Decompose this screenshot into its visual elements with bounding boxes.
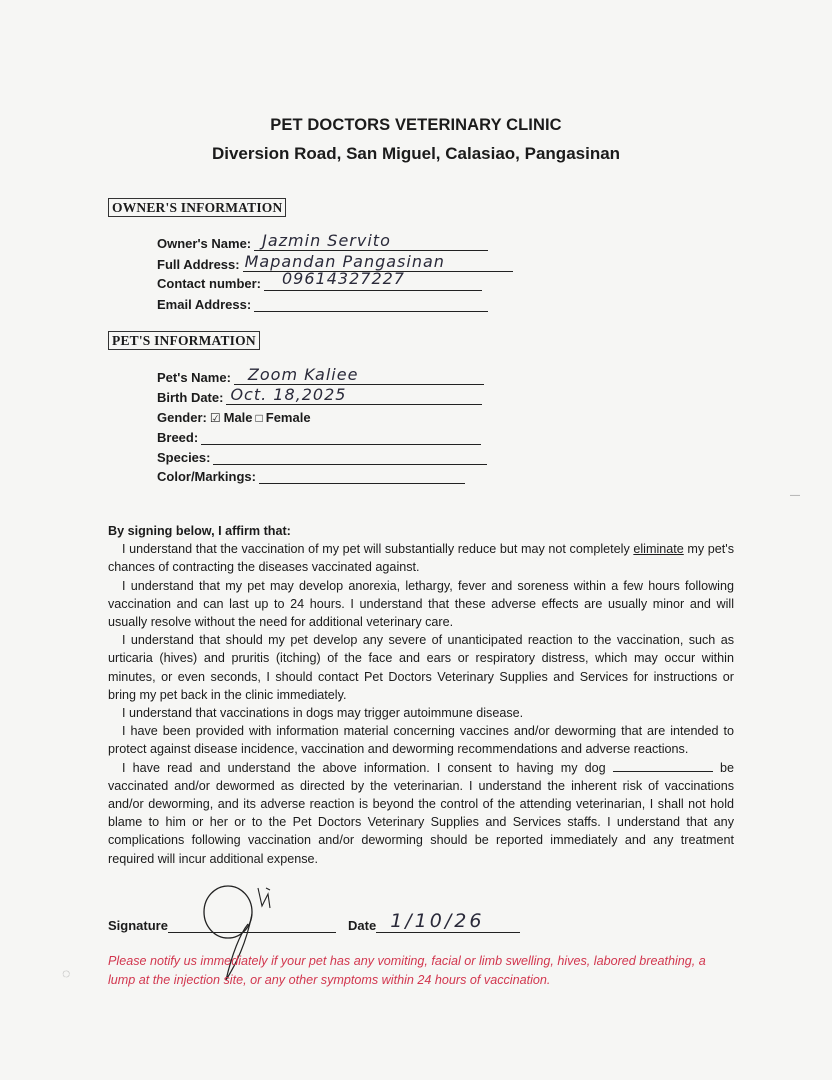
birth-date-field[interactable] [157,385,482,405]
breed-field[interactable] [157,430,481,445]
full-address-label: Full Address: [157,257,240,272]
consent-p6-text-b: be vaccinated and/or dewormed as directed by the veterinarian. I understand the inherent risk of vaccinations and/or deworming, and its adverse reaction is beyond the control of the attending veterinarian, I shall not hold blame to him or her or to the Pet Doctors Veterinary Supplies and Services staffs. I understand that any complications following vaccination and/or deworming should be reported immediately and any treatment required will incur additional expense. [108,760,734,866]
consent-paragraph-1 [108,540,734,576]
species-field[interactable] [157,450,487,465]
pet-name-label: Pet's Name: [157,370,231,385]
contact-number-line[interactable] [264,269,482,291]
date-label: Date [348,918,377,933]
pet-section-heading: PET'S INFORMATION [108,331,260,350]
birth-date-line[interactable] [226,385,482,405]
consent-p1-text-a: I understand that the vaccination of my pet will substantially reduce but may not completely [122,542,634,557]
gender-label: Gender: [157,410,207,425]
full-address-value: Mapandan Pangasinan [244,252,445,271]
date-field[interactable] [348,910,520,933]
pet-name-field[interactable] [157,365,484,385]
email-field[interactable] [157,297,488,312]
email-label: Email Address: [157,297,252,312]
clinic-name: PET DOCTORS VETERINARY CLINIC [270,116,562,134]
consent-lead: By signing below, I affirm that: [108,524,291,538]
date-value: 1/10/26 [390,910,485,932]
scan-speck: — [790,490,800,501]
dog-name-blank[interactable] [613,759,713,772]
consent-paragraph-5: I have been provided with information material concerning vaccines and/or deworming that are intended to protect against disease incidence, vaccination and deworming recommendations and adverse reactions. [108,724,734,757]
female-option-label: Female [265,410,311,425]
owner-name-line[interactable] [254,231,488,251]
contact-number-field[interactable] [157,269,482,291]
gender-field [157,410,311,425]
contact-number-label: Contact number: [157,276,261,291]
species-line[interactable] [213,450,487,465]
clinic-address: Diversion Road, San Miguel, Calasiao, Pangasinan [211,144,621,163]
owner-section-heading: OWNER'S INFORMATION [108,198,286,217]
breed-label: Breed: [157,430,199,445]
signature-field[interactable] [108,918,336,933]
female-checkbox-icon[interactable]: □ [255,411,263,425]
color-markings-field[interactable] [157,469,465,484]
owner-name-field[interactable] [157,231,488,251]
consent-p6-text-a: I have read and understand the above information. I consent to having my dog [122,760,613,775]
consent-p1-underlined: eliminate [633,542,684,557]
male-option-label: Male [223,410,253,425]
email-line[interactable] [254,297,488,312]
consent-paragraph-6 [108,759,734,868]
owner-name-value: Jazmin Servito [262,231,391,250]
owner-name-label: Owner's Name: [157,236,252,251]
consent-paragraph-2: I understand that my pet may develop anorexia, lethargy, fever and soreness within a few hours following vaccination and can last up to 24 hours. I understand that these adverse effects are usually minor and will usually resolve without the need for additional veterinary care. [108,578,734,630]
consent-paragraph-3: I understand that should my pet develop any severe of unanticipated reaction to the vaccination, such as urticaria (hives) and pruritis (itching) of the face and ears or respiratory distress, which may occur within minutes, or even seconds, I should contact Pet Doctors Veterinary Supplies and Services for instructions or bring my pet back in the clinic immediately. [108,633,734,702]
breed-line[interactable] [201,430,481,445]
contact-number-value: 09614327227 [282,269,405,288]
species-label: Species: [157,450,211,465]
male-checkbox-icon[interactable]: ☑ [209,411,221,425]
birth-date-label: Birth Date: [157,390,224,405]
date-line[interactable] [376,910,520,933]
birth-date-value: Oct. 18,2025 [230,385,347,404]
consent-paragraph-4: I understand that vaccinations in dogs may trigger autoimmune disease. [122,706,524,721]
pet-name-value: Zoom Kaliee [247,365,359,384]
post-vaccination-warning: Please notify us immediately if your pet has any vomiting, facial or limb swelling, hives, labored breathing, a lump at the injection site, or any other symptoms within 24 hours of vaccination. [108,954,706,987]
consent-p1-text-b: my pet's chances of contracting the diseases vaccinated against. [108,542,734,575]
signature-line[interactable] [168,918,336,933]
consent-text [108,522,734,868]
pet-name-line[interactable] [234,365,484,385]
color-markings-line[interactable] [259,469,465,484]
signature-label: Signature [108,918,168,933]
scan-speck: ◌ [62,965,71,981]
color-markings-label: Color/Markings: [157,469,256,484]
